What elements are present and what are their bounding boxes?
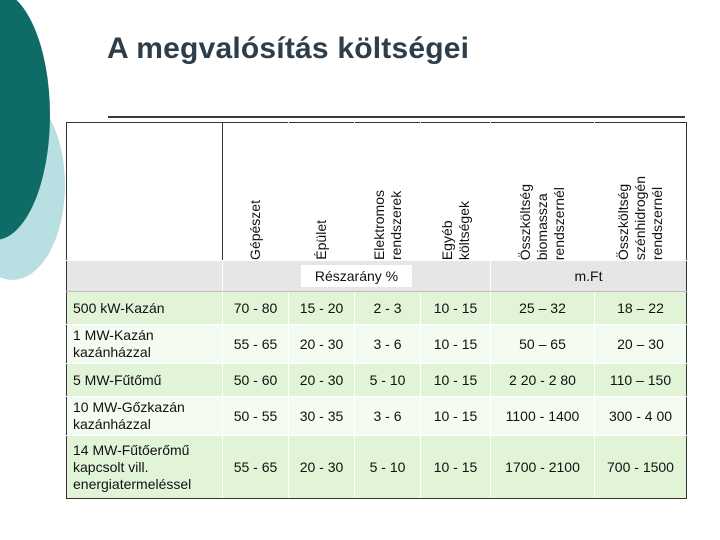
table-cell: 110 – 150 bbox=[595, 364, 687, 397]
slide-title: A megvalósítás költségei bbox=[107, 32, 470, 65]
title-underline bbox=[108, 116, 685, 118]
table-cell: 30 - 35 bbox=[289, 397, 355, 436]
header-cell-building bbox=[289, 123, 355, 261]
table-cell: 10 - 15 bbox=[421, 436, 491, 499]
table-cell: 5 - 10 bbox=[355, 364, 421, 397]
header-label: Elektromos rendszerek bbox=[370, 189, 404, 260]
table-cell: 55 - 65 bbox=[223, 325, 289, 364]
unit-share-cell bbox=[223, 261, 491, 292]
table-cell: 20 - 30 bbox=[289, 436, 355, 499]
table-cell: 1700 - 2100 bbox=[491, 436, 595, 499]
cost-table bbox=[66, 122, 687, 499]
table-row bbox=[67, 292, 687, 325]
header-cell-electrical bbox=[355, 123, 421, 261]
row-label: 5 MW-Fűtőmű bbox=[67, 364, 223, 397]
table-row bbox=[67, 364, 687, 397]
table-cell: 25 – 32 bbox=[491, 292, 595, 325]
table-cell: 20 – 30 bbox=[595, 325, 687, 364]
table-cell: 2 - 3 bbox=[355, 292, 421, 325]
table-cell: 50 - 60 bbox=[223, 364, 289, 397]
table-cell: 3 - 6 bbox=[355, 325, 421, 364]
row-label: 14 MW-Fűtőerőmű kapcsolt vill. energiatermeléssel bbox=[67, 436, 223, 499]
header-label: Épület bbox=[313, 220, 329, 260]
unit-row-blank bbox=[67, 261, 223, 292]
unit-row bbox=[67, 261, 687, 292]
row-label: 10 MW-Gőzkazán kazánházzal bbox=[67, 397, 223, 436]
table-cell: 18 – 22 bbox=[595, 292, 687, 325]
row-label: 1 MW-Kazán kazánházzal bbox=[67, 325, 223, 364]
table-cell: 5 - 10 bbox=[355, 436, 421, 499]
unit-total-cell bbox=[491, 261, 687, 292]
header-label: Gépészet bbox=[247, 200, 263, 260]
table-cell: 10 - 15 bbox=[421, 364, 491, 397]
table-cell: 1100 - 1400 bbox=[491, 397, 595, 436]
header-cell-other bbox=[421, 123, 491, 261]
table-cell: 55 - 65 bbox=[223, 436, 289, 499]
table-cell: 300 - 4 00 bbox=[595, 397, 687, 436]
header-corner bbox=[67, 123, 223, 261]
table-cell: 10 - 15 bbox=[421, 397, 491, 436]
header-label: Összköltség szénhidrogén rendszernél bbox=[615, 175, 665, 260]
row-label: 500 kW-Kazán bbox=[67, 292, 223, 325]
table-cell: 3 - 6 bbox=[355, 397, 421, 436]
table-cell: 50 – 65 bbox=[491, 325, 595, 364]
unit-share-label: Részarány % bbox=[301, 265, 412, 287]
table-row bbox=[67, 436, 687, 499]
table-cell: 700 - 1500 bbox=[595, 436, 687, 499]
header-cell-machinery bbox=[223, 123, 289, 261]
header-row bbox=[67, 123, 687, 261]
unit-total-label: m.Ft bbox=[574, 268, 603, 284]
table-cell: 2 20 - 2 80 bbox=[491, 364, 595, 397]
header-label: Összköltség biomassza rendszernél bbox=[517, 183, 567, 260]
table-cell: 10 - 15 bbox=[421, 325, 491, 364]
table-cell: 50 - 55 bbox=[223, 397, 289, 436]
table-cell: 15 - 20 bbox=[289, 292, 355, 325]
table-cell: 10 - 15 bbox=[421, 292, 491, 325]
header-label: Egyéb költségek bbox=[438, 200, 472, 260]
table-cell: 70 - 80 bbox=[223, 292, 289, 325]
table-cell: 20 - 30 bbox=[289, 325, 355, 364]
table-row bbox=[67, 325, 687, 364]
table-cell: 20 - 30 bbox=[289, 364, 355, 397]
cost-table-container bbox=[66, 122, 686, 496]
header-cell-biomass-total bbox=[491, 123, 595, 261]
header-cell-hydrocarbon-total bbox=[595, 123, 687, 261]
decorative-circle-teal bbox=[0, 0, 50, 240]
table-row bbox=[67, 397, 687, 436]
